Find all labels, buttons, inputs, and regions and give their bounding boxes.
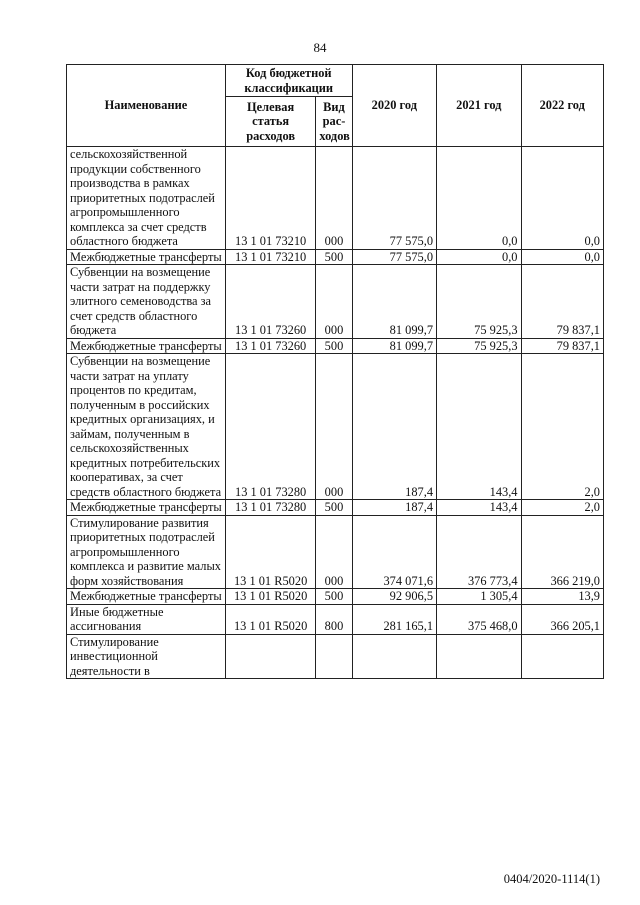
row-value-2022: 79 837,1 bbox=[521, 265, 603, 339]
row-name: Межбюджетные трансферты bbox=[67, 338, 226, 354]
row-value-2021: 143,4 bbox=[437, 354, 521, 500]
row-value-2020: 374 071,6 bbox=[352, 515, 436, 589]
row-value-2020: 92 906,5 bbox=[352, 589, 436, 605]
row-value-2021: 143,4 bbox=[437, 500, 521, 516]
header-code-group: Код бюджетной классификации bbox=[225, 65, 352, 97]
row-value-2020: 281 165,1 bbox=[352, 604, 436, 634]
row-name: Субвенции на возмещение части затрат на уплату процентов по кредитам, полученным в российских кредитных организациях, и займам, полученным в сельскохозяйственных кредитных потребительских кооперативах, за счет средств областного бюджета bbox=[67, 354, 226, 500]
row-value-2020: 77 575,0 bbox=[352, 147, 436, 250]
row-name: Субвенции на возмещение части затрат на поддержку элитного семеноводства за счет средств областного бюджета bbox=[67, 265, 226, 339]
row-value-2022: 79 837,1 bbox=[521, 338, 603, 354]
row-target-code: 13 1 01 73280 bbox=[225, 500, 316, 516]
row-target-code: 13 1 01 R5020 bbox=[225, 515, 316, 589]
table-row bbox=[67, 515, 604, 589]
row-value-2020: 187,4 bbox=[352, 500, 436, 516]
row-value-2021: 1 305,4 bbox=[437, 589, 521, 605]
row-expense-type: 000 bbox=[316, 147, 352, 250]
row-value-2022: 0,0 bbox=[521, 249, 603, 265]
row-value-2021: 376 773,4 bbox=[437, 515, 521, 589]
table-row bbox=[67, 338, 604, 354]
row-expense-type: 800 bbox=[316, 604, 352, 634]
row-value-2022: 2,0 bbox=[521, 354, 603, 500]
row-name: Иные бюджетные ассигнования bbox=[67, 604, 226, 634]
table-row bbox=[67, 634, 604, 679]
row-value-2020: 81 099,7 bbox=[352, 265, 436, 339]
table-row bbox=[67, 265, 604, 339]
row-value-2021: 375 468,0 bbox=[437, 604, 521, 634]
row-value-2020: 81 099,7 bbox=[352, 338, 436, 354]
row-expense-type: 000 bbox=[316, 515, 352, 589]
table-row bbox=[67, 249, 604, 265]
row-target-code bbox=[225, 634, 316, 679]
row-value-2022: 366 219,0 bbox=[521, 515, 603, 589]
table-row bbox=[67, 500, 604, 516]
row-name: Межбюджетные трансферты bbox=[67, 589, 226, 605]
row-value-2020: 187,4 bbox=[352, 354, 436, 500]
table-row bbox=[67, 604, 604, 634]
table-row bbox=[67, 589, 604, 605]
row-name: сельскохозяйственной продукции собственного производства в рамках приоритетных подотраслей агропромышленного комплекса за счет средств областного бюджета bbox=[67, 147, 226, 250]
row-target-code: 13 1 01 R5020 bbox=[225, 604, 316, 634]
header-2022: 2022 год bbox=[521, 65, 603, 147]
row-value-2022 bbox=[521, 634, 603, 679]
row-expense-type: 500 bbox=[316, 249, 352, 265]
row-value-2021 bbox=[437, 634, 521, 679]
header-2020: 2020 год bbox=[352, 65, 436, 147]
row-expense-type: 000 bbox=[316, 265, 352, 339]
row-expense-type bbox=[316, 634, 352, 679]
row-target-code: 13 1 01 73280 bbox=[225, 354, 316, 500]
row-value-2022: 366 205,1 bbox=[521, 604, 603, 634]
row-expense-type: 500 bbox=[316, 338, 352, 354]
header-2021: 2021 год bbox=[437, 65, 521, 147]
row-value-2022: 0,0 bbox=[521, 147, 603, 250]
row-value-2022: 13,9 bbox=[521, 589, 603, 605]
row-value-2020: 77 575,0 bbox=[352, 249, 436, 265]
row-target-code: 13 1 01 73210 bbox=[225, 249, 316, 265]
document-number: 0404/2020-1114(1) bbox=[503, 872, 600, 886]
header-vid: Вид рас-ходов bbox=[316, 97, 352, 147]
row-expense-type: 500 bbox=[316, 500, 352, 516]
row-value-2021: 0,0 bbox=[437, 147, 521, 250]
row-value-2020 bbox=[352, 634, 436, 679]
row-name: Стимулирование инвестиционной деятельности в bbox=[67, 634, 226, 679]
row-value-2022: 2,0 bbox=[521, 500, 603, 516]
table-row bbox=[67, 147, 604, 250]
header-target: Целевая статья расходов bbox=[225, 97, 316, 147]
row-target-code: 13 1 01 R5020 bbox=[225, 589, 316, 605]
table-row bbox=[67, 354, 604, 500]
row-value-2021: 0,0 bbox=[437, 249, 521, 265]
row-name: Стимулирование развития приоритетных подотраслей агропромышленного комплекса и развитие малых форм хозяйствования bbox=[67, 515, 226, 589]
row-expense-type: 000 bbox=[316, 354, 352, 500]
row-target-code: 13 1 01 73260 bbox=[225, 265, 316, 339]
row-value-2021: 75 925,3 bbox=[437, 338, 521, 354]
row-name: Межбюджетные трансферты bbox=[67, 500, 226, 516]
row-value-2021: 75 925,3 bbox=[437, 265, 521, 339]
row-target-code: 13 1 01 73210 bbox=[225, 147, 316, 250]
budget-table bbox=[66, 64, 604, 679]
row-target-code: 13 1 01 73260 bbox=[225, 338, 316, 354]
page-number: 84 bbox=[313, 40, 327, 55]
header-name: Наименование bbox=[67, 65, 226, 147]
row-name: Межбюджетные трансферты bbox=[67, 249, 226, 265]
row-expense-type: 500 bbox=[316, 589, 352, 605]
